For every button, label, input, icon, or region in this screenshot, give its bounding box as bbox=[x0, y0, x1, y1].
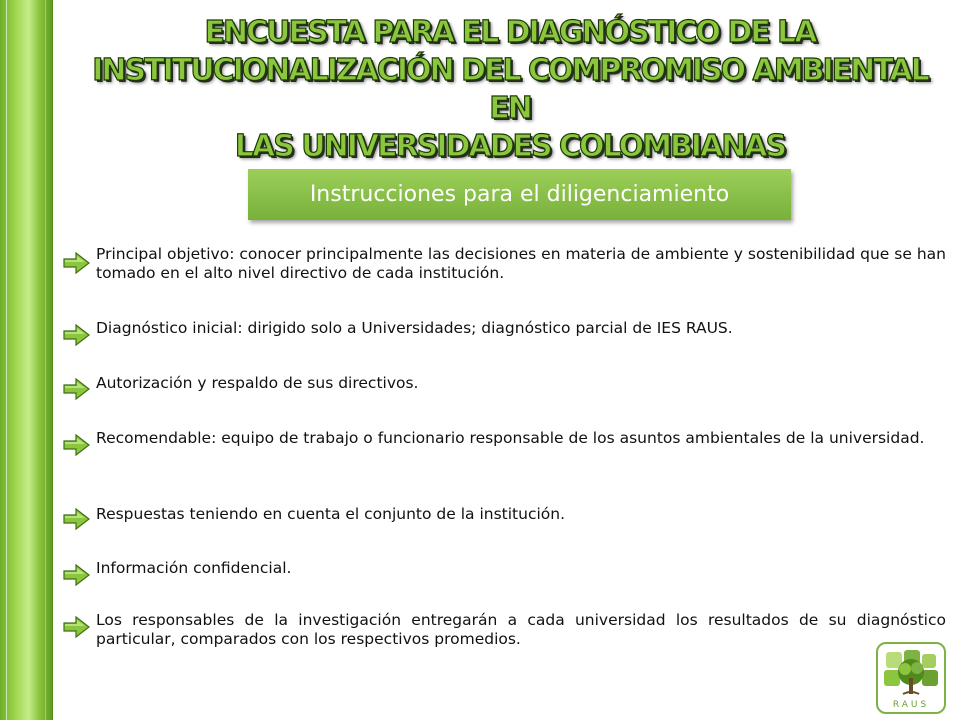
list-item-text: Recomendable: equipo de trabajo o funcionario responsable de los asuntos ambientales de la universidad. bbox=[96, 429, 925, 447]
tree-puzzle-icon bbox=[878, 648, 944, 700]
list-item-text: Principal objetivo: conocer principalmente las decisiones en materia de ambiente y sostenibilidad que se han tomado en el alto nivel directivo de cada institución. bbox=[96, 245, 946, 282]
page-title bbox=[70, 14, 950, 166]
list-item-text: Respuestas teniendo en cuenta el conjunto de la institución. bbox=[96, 505, 566, 523]
green-arrow-icon bbox=[62, 322, 92, 348]
green-arrow-icon bbox=[62, 432, 92, 458]
title-line-1: ENCUESTA PARA EL DIAGNÓSTICO DE LA bbox=[204, 15, 816, 50]
raus-logo bbox=[876, 642, 946, 714]
left-decorative-bar bbox=[0, 0, 53, 720]
title-line-2: INSTITUCIONALIZACIÓN DEL COMPROMISO AMBIENTAL EN bbox=[92, 53, 928, 126]
green-arrow-icon bbox=[62, 562, 92, 588]
list-item-text: Autorización y respaldo de sus directivos. bbox=[96, 374, 419, 392]
logo-label: RAUS bbox=[892, 700, 930, 710]
list-item-text: Diagnóstico inicial: dirigido solo a Universidades; diagnóstico parcial de IES RAUS. bbox=[96, 319, 733, 337]
list-item-text: Los responsables de la investigación entregarán a cada universidad los resultados de su diagnóstico particular, comparados con los respectivos promedios. bbox=[96, 611, 946, 648]
list-item-text: Información confidencial. bbox=[96, 559, 292, 577]
green-arrow-icon bbox=[62, 506, 92, 532]
green-arrow-icon bbox=[62, 614, 92, 640]
instructions-banner: Instrucciones para el diligenciamiento bbox=[248, 169, 791, 220]
title-line-3: LAS UNIVERSIDADES COLOMBIANAS bbox=[234, 129, 786, 164]
green-arrow-icon bbox=[62, 376, 92, 402]
green-arrow-icon bbox=[62, 250, 92, 276]
